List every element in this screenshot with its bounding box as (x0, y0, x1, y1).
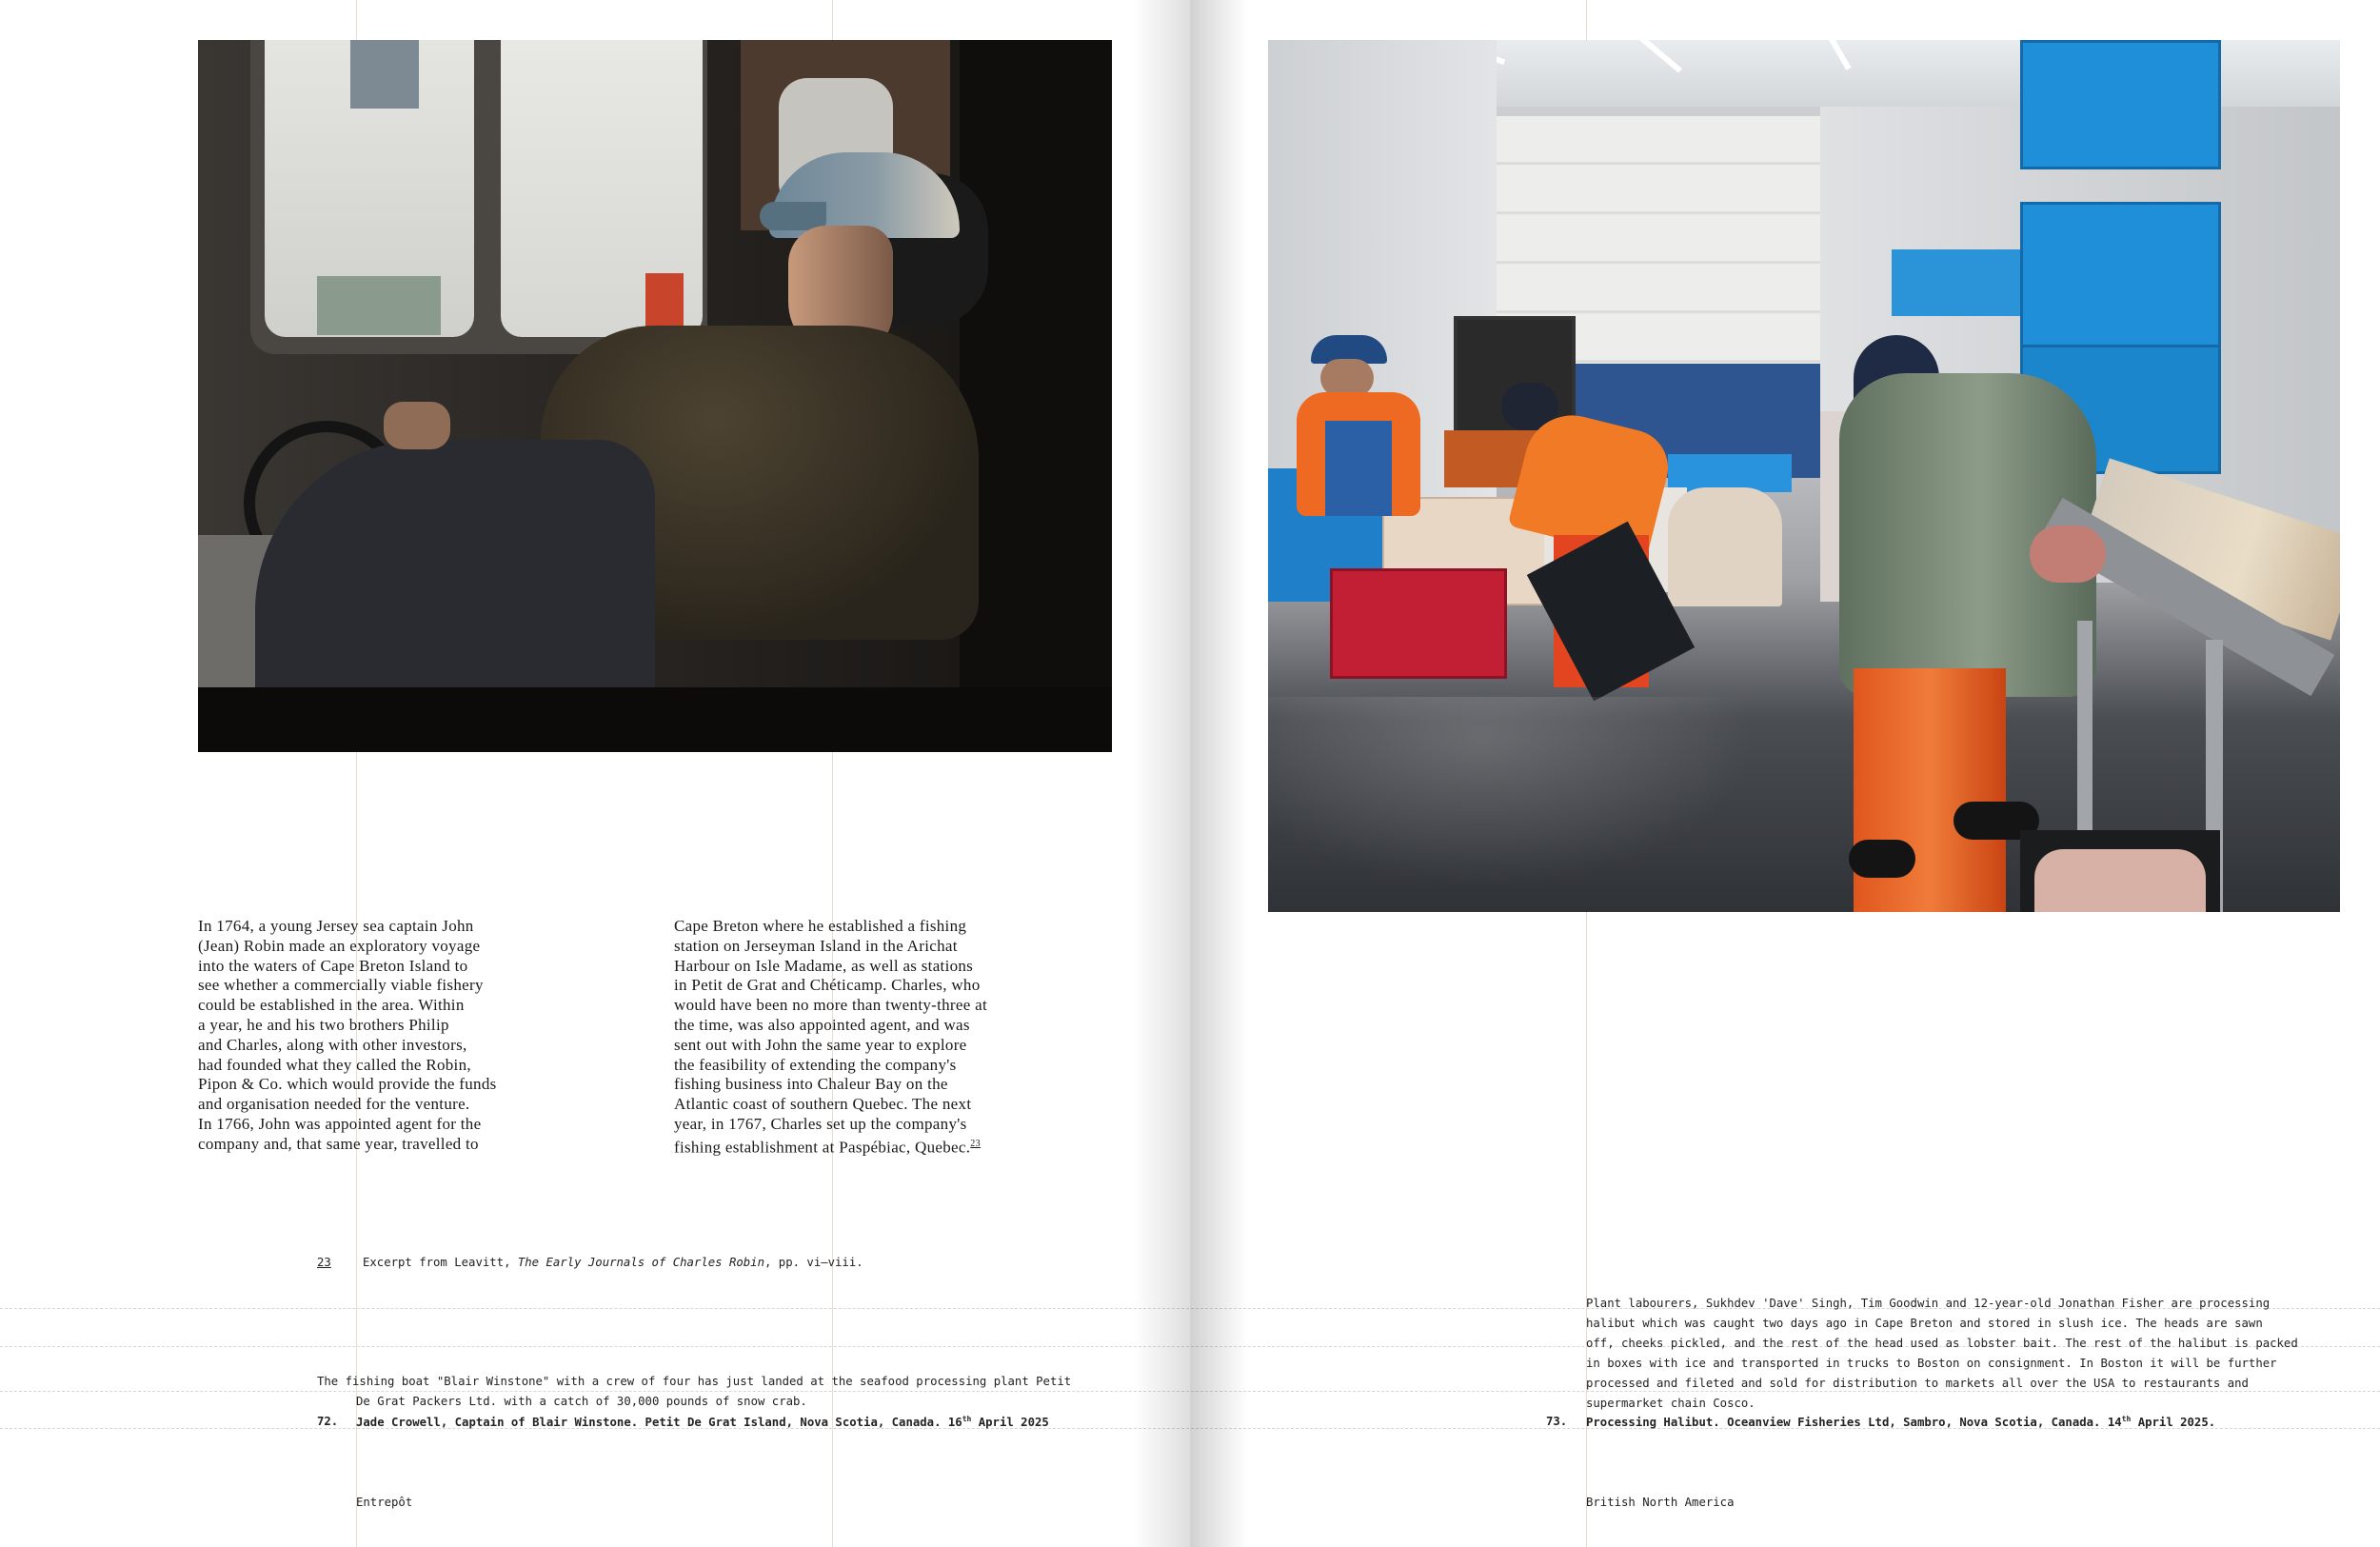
plate-number: 72. (317, 1415, 339, 1428)
footnote-number: 23 (317, 1256, 331, 1269)
caption-line-5: processed and fileted and sold for distribution to markets all over the USA to restaurants and (1586, 1377, 2249, 1390)
plate-title (1586, 1415, 2215, 1429)
caption-line-6: supermarket chain Cosco. (1586, 1397, 1755, 1410)
footnote-text-before: Excerpt from Leavitt, (363, 1256, 518, 1269)
body-text-column-1: In 1764, a young Jersey sea captain John (Jean) Robin made an exploratory voyage into the waters of Cape Breton Island to see whether a commercially viable fishery could be established in the area. Within a year, he and his two brothers Philip and Charles, along with other investors, had founded what they called the Robin, Pipon & Co. which would provide the funds and organisation needed for the venture. In 1766, John was appointed agent for the company and, that same year, travelled to (198, 917, 497, 1153)
caption-line-1: The fishing boat "Blair Winstone" with a crew of four has just landed at the seafood processing plant Petit (317, 1375, 1072, 1388)
footnote-book-title: The Early Journals of Charles Robin (517, 1256, 764, 1269)
caption-line-2: De Grat Packers Ltd. with a catch of 30,000 pounds of snow crab. (356, 1395, 807, 1408)
plate-title-end: April 2025 (971, 1416, 1049, 1430)
running-footer: British North America (1586, 1496, 1735, 1509)
plate-title-ordinal: th (962, 1415, 972, 1423)
plate-title-main: Jade Crowell, Captain of Blair Winstone. Petit De Grat Island, Nova Scotia, Canada. 16 (356, 1416, 962, 1430)
footnote-text (363, 1256, 863, 1269)
body-text-column-2 (674, 917, 1121, 1158)
running-footer: Entrepôt (356, 1496, 413, 1509)
footnote-reference: 23 (970, 1138, 981, 1149)
plate-title-end: April 2025. (2131, 1416, 2216, 1430)
grid-guide-horizontal (0, 1391, 2380, 1392)
plate-title (356, 1415, 1049, 1429)
footnote-text-after: , pp. vi–viii. (764, 1256, 863, 1269)
plate-title-main: Processing Halibut. Oceanview Fisheries Ltd, Sambro, Nova Scotia, Canada. 14 (1586, 1416, 2122, 1430)
caption-line-2: halibut which was caught two days ago in Cape Breton and stored in slush ice. The heads are sawn (1586, 1317, 2263, 1330)
plate-number: 73. (1546, 1415, 1568, 1428)
caption-line-4: in boxes with ice and transported in trucks to Boston on consignment. In Boston it will be further (1586, 1357, 2277, 1370)
photo-captain-wheelhouse (198, 40, 1112, 752)
photo-processing-halibut (1268, 40, 2340, 912)
plate-title-ordinal: th (2121, 1415, 2132, 1423)
caption-line-1: Plant labourers, Sukhdev 'Dave' Singh, Tim Goodwin and 12-year-old Jonathan Fisher are processing (1586, 1297, 2271, 1310)
caption-line-3: off, cheeks pickled, and the rest of the head used as lobster bait. The rest of the halibut is packed (1586, 1337, 2298, 1350)
body-text-column-2-content: Cape Breton where he established a fishing station on Jerseyman Island in the Arichat Harbour on Isle Madame, as well as stations in Petit de Grat and Chéticamp. Charles, who would have been no more than twenty-three at the time, was also appointed agent, and was sent out with John the same year to explore the feasibility of extending the company's fishing business into Chaleur Bay on the Atlantic coast of southern Quebec. The next year, in 1767, Charles set up the company's fishing establishment at Paspébiac, Quebec. (674, 917, 988, 1157)
